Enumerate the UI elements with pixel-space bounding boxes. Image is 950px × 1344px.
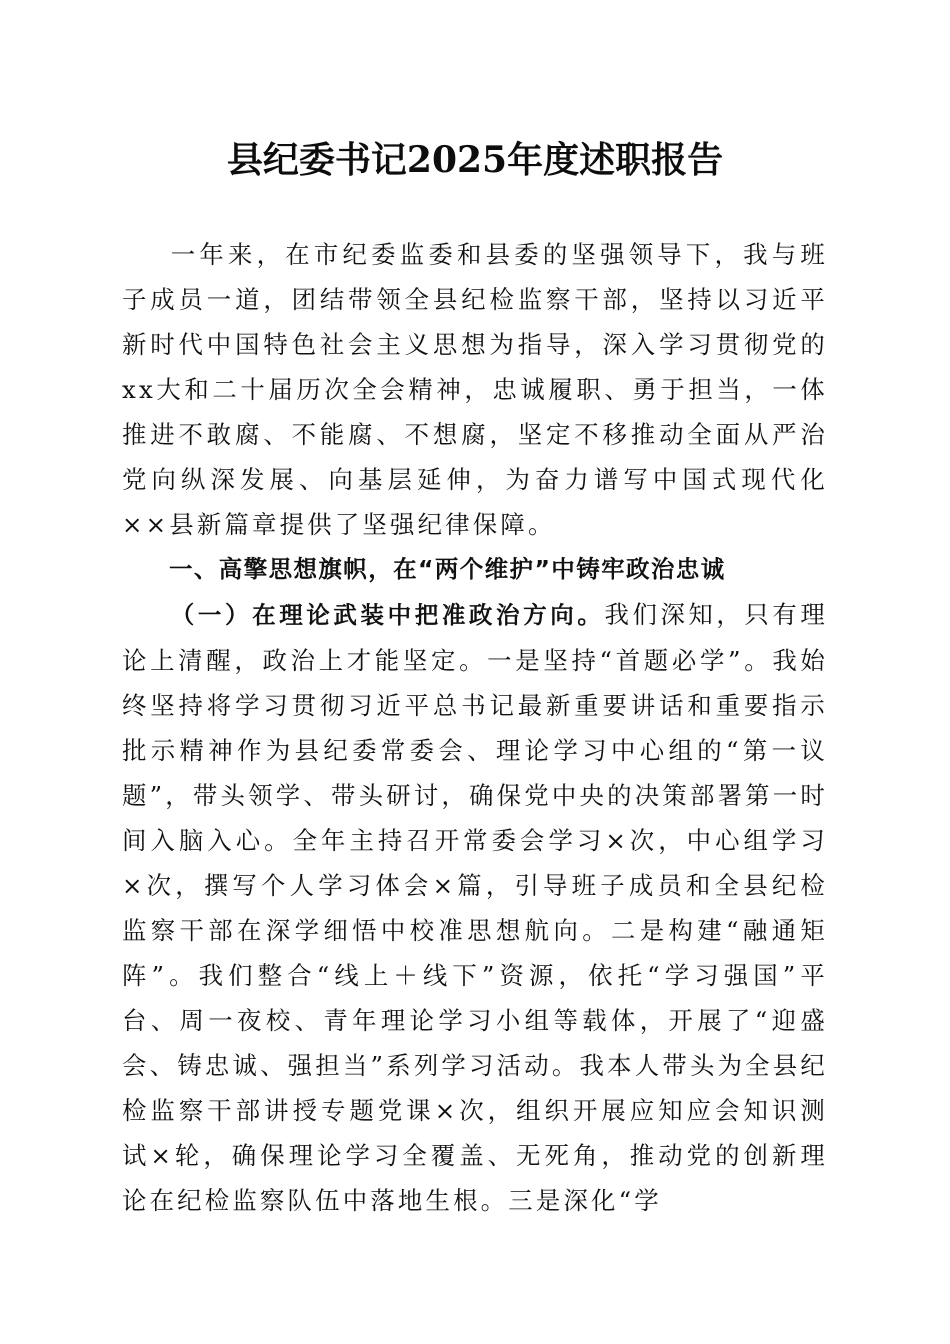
subsection-lead: （一）在理论武装中把准政治方向。 xyxy=(170,601,605,629)
document-title: 县纪委书记2025年度述职报告 xyxy=(226,139,724,181)
document-body xyxy=(122,232,828,1223)
intro-paragraph: 一年来，在市纪委监委和县委的坚强领导下，我与班子成员一道，团结带领全县纪检监察干部，坚持以习近平新时代中国特色社会主义思想为指导，深入学习贯彻党的xx大和二十届历次全会精神，忠诚履职、勇于担当，一体推进不敢腐、不能腐、不想腐，坚定不移推动全面从严治党向纵深发展、向基层延伸，为奋力谱写中国式现代化××县新篇章提供了坚强纪律保障。 xyxy=(122,240,828,539)
subsection-paragraph xyxy=(122,592,828,1223)
section-heading: 一、高擎思想旗帜，在“两个维护”中铸牢政治忠诚 xyxy=(169,555,726,583)
subsection-text: 我们深知，只有理论上清醒，政治上才能坚定。一是坚持“首题必学”。我始终坚持将学习贯彻习近平总书记最新重要讲话和重要指示批示精神作为县纪委常委会、理论学习中心组的“第一议题”，带头领学、带头研讨，确保党中央的决策部署第一时间入脑入心。全年主持召开常委会学习×次，中心组学习×次，撰写个人学习体会×篇，引导班子成员和全县纪检监察干部在深学细悟中校准思想航向。二是构建“融通矩阵”。我们整合“线上＋线下”资源，依托“学习强国”平台、周一夜校、青年理论学习小组等载体，开展了“迎盛会、铸忠诚、强担当”系列学习活动。我本人带头为全县纪检监察干部讲授专题党课×次，组织开展应知应会知识测试×轮，确保理论学习全覆盖、无死角，推动党的创新理论在纪检监察队伍中落地生根。三是深化“学 xyxy=(122,600,828,1215)
